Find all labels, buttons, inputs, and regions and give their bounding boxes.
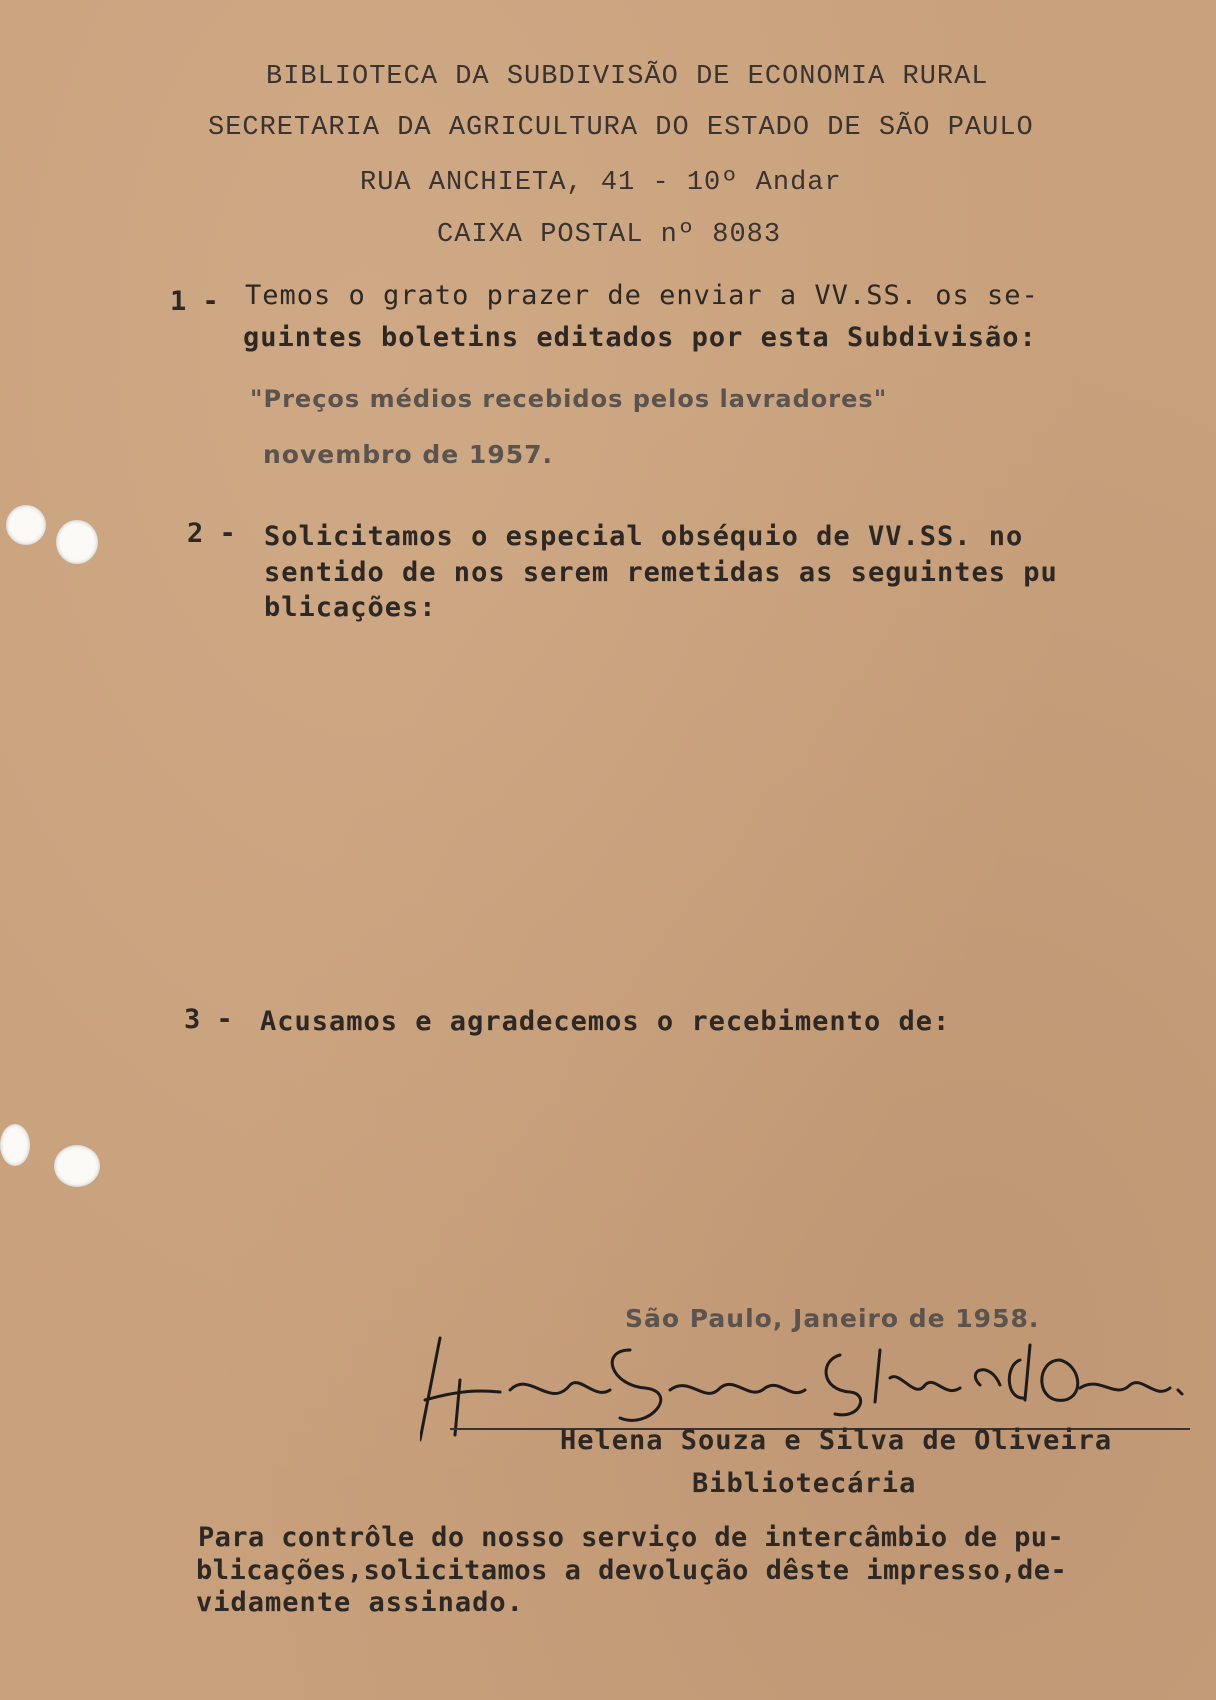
item-2-text-line-1: Solicitamos o especial obséquio de VV.SS. no xyxy=(264,521,1024,552)
punch-hole xyxy=(6,505,46,545)
item-2-text-line-2: sentido de nos serem remetidas as seguintes pu xyxy=(264,557,1058,588)
header-line-3: RUA ANCHIETA, 41 - 10º Andar xyxy=(360,168,842,198)
place-date: São Paulo, Janeiro de 1958. xyxy=(625,1304,1040,1333)
item-2-number: 2 - xyxy=(187,518,236,549)
header-line-4: CAIXA POSTAL nº 8083 xyxy=(437,220,782,250)
header-line-2: SECRETARIA DA AGRICULTURA DO ESTADO DE SÃO PAULO xyxy=(208,113,1034,143)
item-2-text-line-3: blicações: xyxy=(264,592,437,623)
note-line-3: vidamente assinado. xyxy=(196,1587,524,1618)
item-1-text-line-2: guintes boletins editados por esta Subdivisão: xyxy=(243,322,1037,353)
item-1-number: 1 - xyxy=(170,286,219,317)
note-line-1: Para contrôle do nosso serviço de intercâmbio de pu- xyxy=(198,1522,1065,1553)
punch-hole xyxy=(56,520,98,564)
punch-hole xyxy=(54,1145,100,1187)
item-1-bulletin-title: "Preços médios recebidos pelos lavradores" xyxy=(250,385,888,413)
signatory-title: Bibliotecária xyxy=(692,1468,917,1499)
item-3-text: Acusamos e agradecemos o recebimento de: xyxy=(260,1006,951,1037)
punch-hole xyxy=(0,1124,30,1166)
item-1-bulletin-date: novembro de 1957. xyxy=(263,440,554,469)
signatory-name: Helena Souza e Silva de Oliveira xyxy=(560,1425,1113,1456)
note-line-2: blicações,solicitamos a devolução dêste impresso,de- xyxy=(196,1555,1068,1586)
header-line-1: BIBLIOTECA DA SUBDIVISÃO DE ECONOMIA RURAL xyxy=(266,62,989,92)
item-3-number: 3 - xyxy=(184,1004,233,1035)
item-1-text-line-1: Temos o grato prazer de enviar a VV.SS. os se- xyxy=(245,280,1039,311)
